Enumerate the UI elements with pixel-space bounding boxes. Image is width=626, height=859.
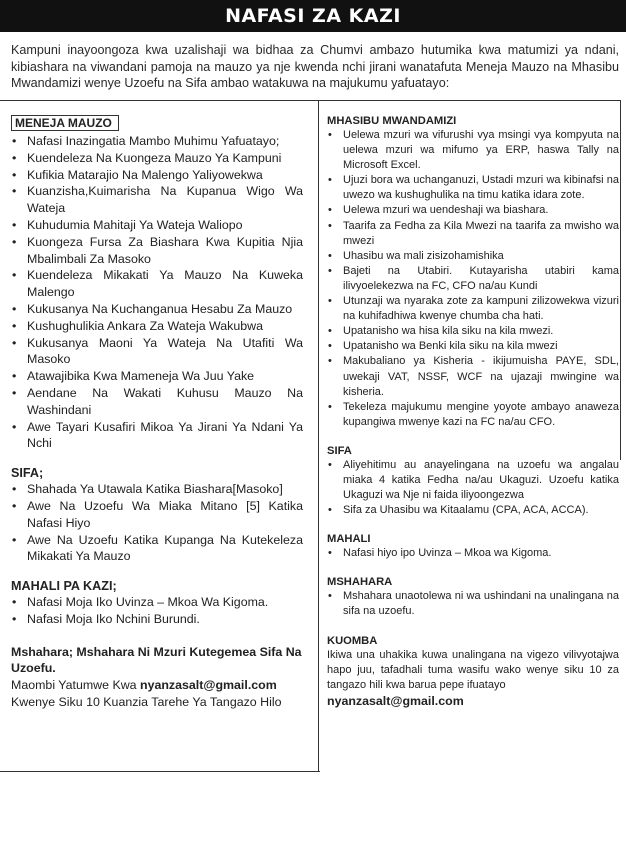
duty-item: • Bajeti na Utabiri. Kutayarisha utabiri kama ilivyoelekezwa na FC, CFO na/au Kundi bbox=[327, 264, 619, 294]
location-item: • Nafasi Moja Iko Nchini Burundi. bbox=[11, 611, 303, 628]
location-item: • Nafasi Moja Iko Uvinza – Mkoa Wa Kigoma. bbox=[11, 594, 303, 611]
duty-item: • Utunzaji wa nyaraka zote za kampuni zilizowekwa vizuri na kuhifadhiwa kwenye chumba cha hati. bbox=[327, 294, 619, 324]
sales-location-list bbox=[11, 594, 303, 628]
duty-item: • Awe Tayari Kusafiri Mikoa Ya Jirani Ya Ndani Ya Nchi bbox=[11, 419, 303, 453]
duty-item: • Aendane Na Wakati Kuhusu Mauzo Na Washindani bbox=[11, 385, 303, 419]
page-title: NAFASI ZA KAZI bbox=[0, 0, 626, 32]
how-to-apply-text: Ikiwa una uhakika kuwa unalingana na vigezo vilivyotajwa hapo juu, tafadhali tuma wasifu wako wenye siku 10 za tangazo hili kwa barua pepe ifuatayo bbox=[327, 648, 619, 691]
duty-item: • Kufikia Matarajio Na Malengo Yaliyowekwa bbox=[11, 167, 303, 184]
duty-item: • Uelewa mzuri wa uendeshaji wa biashara. bbox=[327, 203, 619, 218]
qualification-item: • Aliyehitimu au anayelingana na uzoefu wa angalau miaka 4 katika Fedha na/au Ukaguzi. Uzoefu katika Ukaguzi wa Nje ni faida iliyoongezwa bbox=[327, 458, 619, 503]
sales-salary-text: Mshahara; Mshahara Ni Mzuri Kutegemea Sifa Na Uzoefu. bbox=[11, 644, 302, 676]
frame-right-border bbox=[620, 100, 621, 460]
sales-manager-heading: MENEJA MAUZO bbox=[11, 115, 119, 131]
salary-item: • Mshahara unaotolewa ni wa ushindani na unalingana na sifa na uzoefu. bbox=[327, 589, 619, 619]
duty-item: • Upatanisho wa Benki kila siku na kila mwezi bbox=[327, 339, 619, 354]
qualification-item: • Awe Na Uzoefu Katika Kupanga Na Kutekeleza Mikakati Ya Mauzo bbox=[11, 532, 303, 566]
duty-item: • Kukusanya Na Kuchanganua Hesabu Za Mauzo bbox=[11, 301, 303, 318]
qualification-item: • Shahada Ya Utawala Katika Biashara[Masoko] bbox=[11, 481, 303, 498]
intro-paragraph: Kampuni inayoongoza kwa uzalishaji wa bidhaa za Chumvi ambazo hutumika kwa matumizi ya ndani, kibiashara na viwandani pamoja na mauzo ya nje kwenda nchi jirani wanatafuta Meneja Mauzo na Mhasibu Mwandamizi wenye Uzoefu na Sifa ambao watakuwa na majukumu yafuatayo: bbox=[11, 43, 619, 90]
accountant-qualifications-heading: SIFA bbox=[327, 444, 352, 457]
duty-item: • Kuanzisha,Kuimarisha Na Kupanua Wigo Wa Wateja bbox=[11, 183, 303, 217]
duty-item: • Taarifa za Fedha za Kila Mwezi na taarifa za mwisho wa mwezi bbox=[327, 219, 619, 249]
sales-manager-duties bbox=[11, 133, 303, 452]
how-to-apply-heading: KUOMBA bbox=[327, 634, 378, 647]
duty-item: • Kuendeleza Na Kuongeza Mauzo Ya Kampuni bbox=[11, 150, 303, 167]
duty-item: • Kuongeza Fursa Za Biashara Kwa Kupitia Njia Mbalimbali Za Masoko bbox=[11, 234, 303, 268]
duty-item: • Kukusanya Maoni Ya Wateja Na Utafiti Wa Masoko bbox=[11, 335, 303, 369]
accountant-location-list bbox=[327, 546, 619, 561]
frame-top-border bbox=[0, 100, 620, 101]
sales-manager-column bbox=[11, 114, 303, 710]
qualification-item: • Sifa za Uhasibu wa Kitaalamu (CPA, ACA, ACCA). bbox=[327, 503, 619, 518]
duty-item: • Uhasibu wa mali zisizohamishika bbox=[327, 249, 619, 264]
duty-item: • Kuhudumia Mahitaji Ya Wateja Waliopo bbox=[11, 217, 303, 234]
frame-bottom-border bbox=[0, 771, 320, 772]
sales-qualifications-heading: SIFA; bbox=[11, 466, 44, 481]
senior-accountant-column bbox=[327, 114, 619, 709]
duty-item: • Kushughulikia Ankara Za Wateja Wakubwa bbox=[11, 318, 303, 335]
accountant-location-heading: MAHALI bbox=[327, 533, 371, 546]
duty-item: • Nafasi Inazingatia Mambo Muhimu Yafuatayo; bbox=[11, 133, 303, 150]
qualification-item: • Awe Na Uzoefu Wa Miaka Mitano [5] Katika Nafasi Hiyo bbox=[11, 498, 303, 532]
senior-accountant-duties bbox=[327, 128, 619, 430]
column-divider bbox=[318, 100, 319, 772]
location-item: • Nafasi hiyo ipo Uvinza – Mkoa wa Kigoma. bbox=[327, 546, 619, 561]
accountant-salary-heading: MSHAHARA bbox=[327, 576, 393, 589]
sales-apply-text bbox=[11, 677, 303, 710]
duty-item: • Tekeleza majukumu mengine yoyote ambayo anaweza kupangiwa mwenye kazi na FC na/au CFO. bbox=[327, 400, 619, 430]
apply-deadline: Kwenye Siku 10 Kuanzia Tarehe Ya Tangazo Hilo bbox=[11, 694, 282, 709]
duty-item: • Atawajibika Kwa Mameneja Wa Juu Yake bbox=[11, 368, 303, 385]
apply-prefix: Maombi Yatumwe Kwa bbox=[11, 677, 141, 692]
senior-accountant-heading: MHASIBU MWANDAMIZI bbox=[327, 115, 457, 127]
duty-item: • Kuendeleza Mikakati Ya Mauzo Na Kuweka Malengo bbox=[11, 267, 303, 301]
duty-item: • Ujuzi bora wa uchanganuzi, Ustadi mzuri wa kibinafsi na uwezo wa kushughulika na timu katika idara zote. bbox=[327, 173, 619, 203]
sales-qualifications-list bbox=[11, 481, 303, 565]
how-to-apply-email-link[interactable]: nyanzasalt@gmail.com bbox=[327, 693, 464, 708]
apply-email-link[interactable]: nyanzasalt@gmail.com bbox=[140, 677, 277, 692]
duty-item: • Uelewa mzuri wa vifurushi vya msingi vya kompyuta na uelewa mzuri wa mifumo ya ERP, haswa Tally na Microsoft Excel. bbox=[327, 128, 619, 173]
accountant-qualifications-list bbox=[327, 458, 619, 518]
sales-location-heading: MAHALI PA KAZI; bbox=[11, 579, 117, 594]
accountant-salary-list bbox=[327, 589, 619, 619]
duty-item: • Makubaliano ya Kisheria - ikijumuisha PAYE, SDL, uwekaji VAT, NSSF, WCF na ujazaji mwingine wa kisheria. bbox=[327, 354, 619, 399]
duty-item: • Upatanisho wa hisa kila siku na kila mwezi. bbox=[327, 324, 619, 339]
